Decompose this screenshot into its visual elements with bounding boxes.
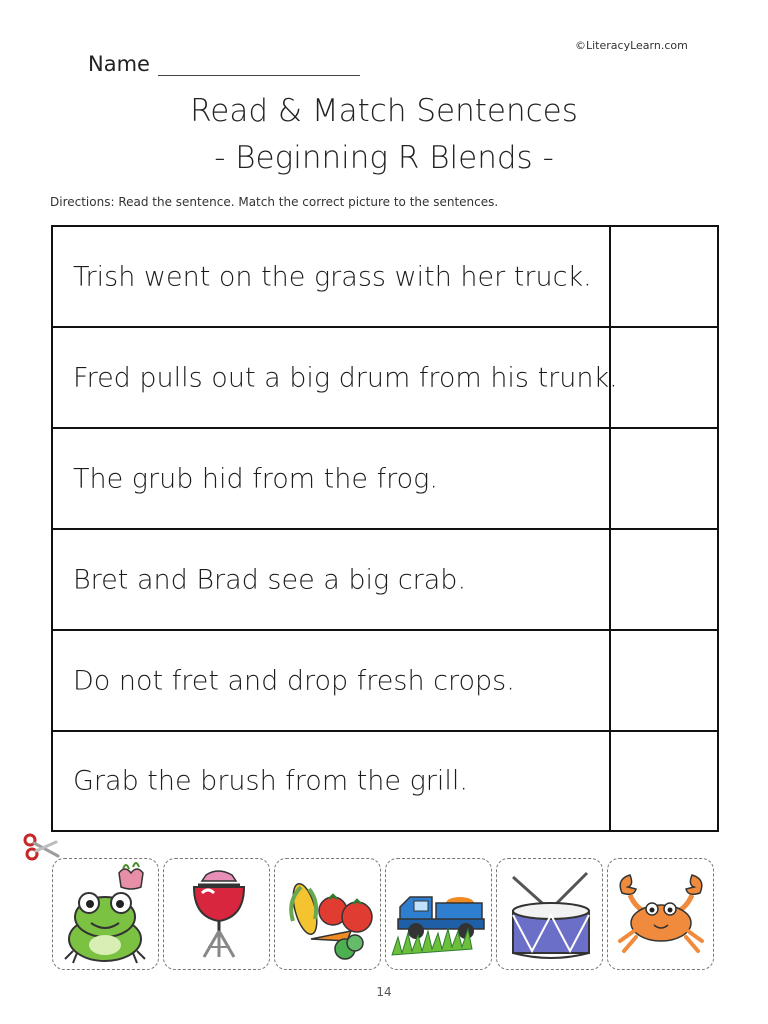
answer-box[interactable] <box>609 530 717 629</box>
answer-box[interactable] <box>609 328 717 427</box>
sentence-text: Fred pulls out a big drum from his trunk. <box>73 362 618 393</box>
sentence-text: Do not fret and drop fresh crops. <box>73 665 515 696</box>
sentence-row <box>53 227 717 328</box>
name-field[interactable] <box>88 52 360 76</box>
picture-card-frog[interactable] <box>52 858 159 970</box>
sentence-row <box>53 631 717 732</box>
truck-on-grass-icon <box>386 859 493 971</box>
directions-text: Directions: Read the sentence. Match the correct picture to the sentences. <box>50 195 499 209</box>
crab-icon <box>608 859 715 971</box>
name-label: Name <box>88 52 150 76</box>
crops-vegetables-icon <box>275 859 382 971</box>
answer-box[interactable] <box>609 227 717 326</box>
picture-card-drum[interactable] <box>496 858 603 970</box>
grill-icon <box>164 859 271 971</box>
picture-card-truck[interactable] <box>385 858 492 970</box>
worksheet-title: Read & Match Sentences <box>190 93 578 129</box>
answer-box[interactable] <box>609 631 717 730</box>
picture-card-crab[interactable] <box>607 858 714 970</box>
sentence-row <box>53 732 717 830</box>
name-blank-line[interactable] <box>158 57 360 76</box>
worksheet-subtitle: - Beginning R Blends - <box>214 140 554 176</box>
picture-cards <box>50 858 720 972</box>
sentence-text: Bret and Brad see a big crab. <box>73 564 467 595</box>
sentence-row <box>53 328 717 429</box>
answer-box[interactable] <box>609 429 717 528</box>
drum-icon <box>497 859 604 971</box>
frog-and-grub-icon <box>53 859 160 971</box>
sentence-row <box>53 530 717 631</box>
sentence-text: Grab the brush from the grill. <box>73 765 468 797</box>
copyright-text: ©LiteracyLearn.com <box>575 39 688 52</box>
page-number: 14 <box>376 985 392 999</box>
picture-card-grill[interactable] <box>163 858 270 970</box>
sentence-text: The grub hid from the frog. <box>73 463 438 494</box>
answer-box[interactable] <box>609 732 717 830</box>
sentence-text: Trish went on the grass with her truck. <box>73 261 592 292</box>
sentence-table <box>51 225 719 832</box>
sentence-row <box>53 429 717 530</box>
picture-card-crops[interactable] <box>274 858 381 970</box>
